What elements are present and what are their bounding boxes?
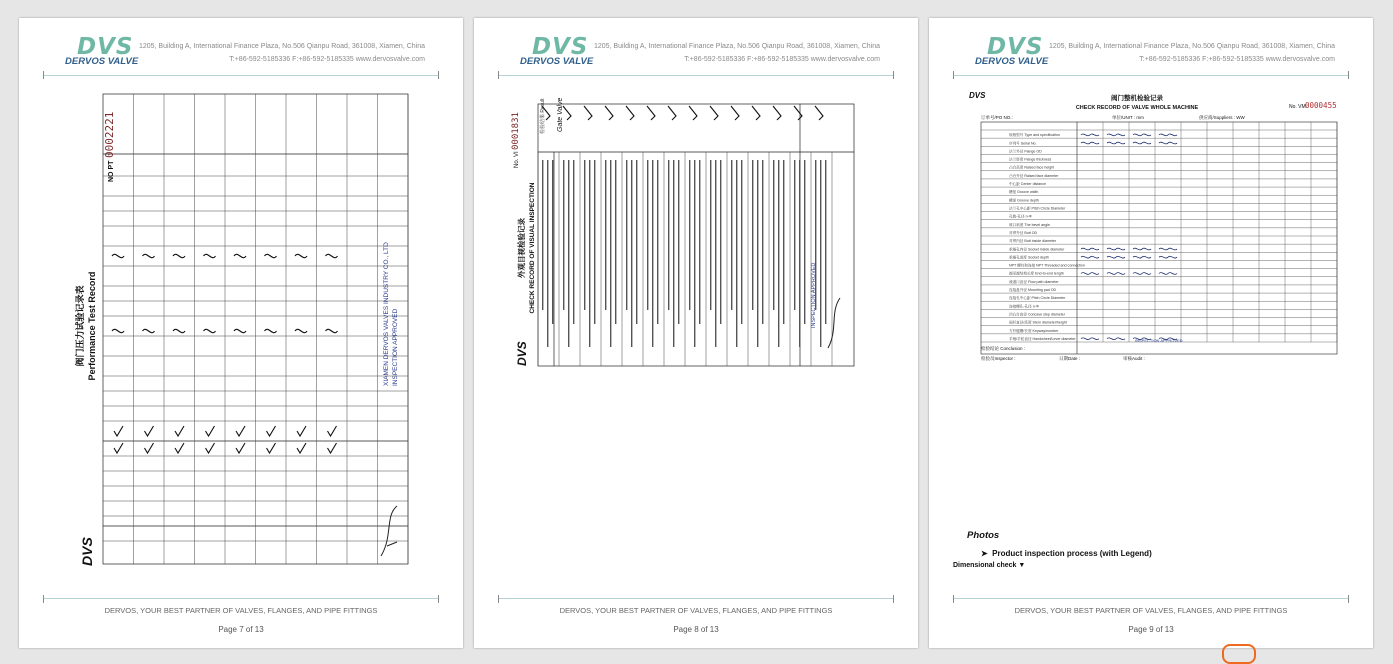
valve-whole-machine-record-scan [967,90,1342,362]
company-address [1049,40,1335,66]
printed-text-line [741,160,742,324]
printed-text-line [715,160,716,347]
dvs-scan-logo: DVS [969,91,986,100]
record-no: 0000455 [1305,101,1337,110]
crop-mark [893,71,894,79]
crop-mark [438,71,439,79]
logo-text: DERVOS VALVE [520,56,594,67]
record-no: 0001831 [511,112,521,150]
printed-text-line [573,160,574,324]
arrow-bullet-icon: ➤ [981,549,993,558]
result-label: 检验结果 Result [540,98,546,134]
header-divider [953,75,1349,76]
printed-text-line [589,160,590,347]
spec-row-label: 连接盘外径 Mounting pad OD [1009,288,1057,293]
crop-mark [498,71,499,79]
printed-text-line [752,160,753,310]
spec-row-label: 坡口斜度 The bevel angle [1009,222,1050,227]
logo-mark: DVS [987,34,1044,60]
footer-slogan: DERVOS, YOUR BEST PARTNER OF VALVES, FLANGES, AND PIPE FITTINGS [1014,606,1288,615]
printed-text-line [552,160,553,324]
printed-text-line [610,160,611,347]
printed-text-line [605,160,606,310]
crop-mark [43,71,44,79]
spec-row-label: 手柄/手轮直径 Handwheel/Lever diameter [1009,336,1076,341]
dervos-logo [518,34,602,70]
printed-text-line [547,160,548,347]
header-divider [498,75,894,76]
spec-row-label: 流道口直径 Flow path diameter [1009,279,1059,284]
spec-row-label: 端至端结构长度 End-to-end length [1009,271,1064,276]
printed-text-line [563,160,564,310]
company-address [139,40,425,66]
scan-title-cn: 阀门整机检验记录 [1111,95,1163,102]
spec-row-label: 序列号 Serial No. [1009,141,1037,146]
audit-label: 审核Audit : [1123,356,1145,361]
inspection-stamp: INSPECTION APPROVED [811,262,817,328]
printed-text-line [778,160,779,347]
printed-text-line [731,160,732,310]
supplier-label: 供应商/Suppliers : WW [1199,115,1245,120]
printed-text-line [762,160,763,324]
scan-title-cn: 外观目视检验记录 [517,218,526,278]
address-line-2: T:+86-592-5185336 F:+86-592-5185335 www.dervosvalve.com [1139,56,1335,63]
footer-slogan: DERVOS, YOUR BEST PARTNER OF VALVES, FLANGES, AND PIPE FITTINGS [559,606,833,615]
inspection-stamp: INSPECTION APPROVED [392,308,399,386]
logo-mark: DVS [532,34,589,60]
printed-text-line [568,160,569,347]
conclusion-label: 检验结论 Conclusion : [981,346,1026,351]
dvs-scan-logo [515,341,529,366]
printed-text-line [710,160,711,310]
printed-text-line [652,160,653,347]
crop-mark [1348,595,1349,603]
printed-text-line [678,160,679,324]
record-no-label: NO PT [108,160,115,182]
dervos-logo [973,34,1057,70]
address-line-1: 1205, Building A, International Finance Plaza, No.506 Qianpu Road, 361008, Xiamen, China [138,43,425,50]
crop-mark [43,595,44,603]
printed-text-line [820,160,821,347]
crop-mark [1348,71,1349,79]
printed-text-line [657,160,658,324]
address-line-1: 1205, Building A, International Finance Plaza, No.506 Qianpu Road, 361008, Xiamen, China [593,43,880,50]
logo-mark: DVS [77,34,134,60]
spec-row-label: 规格型号 Type and specification [1009,133,1060,138]
scan-title-en: CHECK RECORD OF VISUAL INSPECTION [529,182,536,314]
spec-row-label: 中心距 Center distance [1009,182,1046,187]
printed-text-line [631,160,632,347]
crop-mark [953,71,954,79]
spec-row-label: 连接螺孔-孔径 n-Φ [1009,304,1039,309]
document-page-9 [929,18,1373,648]
printed-text-line [689,160,690,310]
crop-mark [438,595,439,603]
spec-row-label: 对焊内径 Butt inside diameter [1009,239,1057,244]
printed-text-line [783,160,784,324]
printed-text-line [794,160,795,310]
printed-text-line [694,160,695,347]
spec-row-label: 槽深 Groove depth [1009,198,1039,203]
photos-heading: Photos [967,530,1000,541]
document-page-7 [19,18,463,648]
inspector-label: 检验员Inspector : [981,356,1016,361]
logo-text: DERVOS VALVE [65,56,139,67]
svg-text:DVS: DVS [79,537,95,566]
printed-text-line [799,160,800,347]
company-stamp: XIAMEN DERVOS VALVES INDUSTRY CO., LTD [383,242,390,386]
crop-mark [893,595,894,603]
printed-text-line [825,160,826,324]
spec-row-label: 凹凸台直径 Concave step diameter [1009,312,1065,317]
dimensional-check-label: Dimensional check ▼ [953,562,1026,569]
spec-row-label: 对焊外径 Butt OD [1009,230,1038,235]
record-no-label: No. VI [514,151,520,168]
dvs-scan-logo [79,537,95,566]
footer-divider [43,598,439,599]
printed-text-line [542,160,543,310]
footer-divider [498,598,894,599]
record-no-label: No. VM [1289,104,1306,110]
page-number: Page 9 of 13 [1128,625,1174,634]
visual-inspection-record-scan [510,98,860,370]
address-line-2: T:+86-592-5185336 F:+86-592-5185335 www.dervosvalve.com [684,56,880,63]
spec-row-label: 方杆键槽/长度 Keyway/number [1009,328,1059,333]
logo-text: DERVOS VALVE [975,56,1049,67]
dervos-logo [63,34,147,70]
printed-text-line [773,160,774,310]
printed-text-line [804,160,805,324]
printed-text-line [699,160,700,324]
valve-type-handwritten: Gate Valve [557,98,564,132]
printed-text-line [736,160,737,347]
record-no: 0002221 [103,111,116,158]
printed-text-line [668,160,669,310]
svg-text:DVS: DVS [515,341,529,366]
printed-text-line [720,160,721,324]
spec-row-label: 法兰孔中心距 Pitch Circle Diameter [1009,206,1066,211]
unit-label: 单位/UNIT : mm [1112,115,1144,120]
po-label: 订单号/PO NO.: [981,115,1013,120]
spec-row-label: 阀杆直径/高度 Stem diameter/height [1009,320,1067,325]
scan-title-en: CHECK RECORD OF VALVE WHOLE MACHINE [1075,105,1199,111]
header-divider [43,75,439,76]
printed-text-line [584,160,585,310]
printed-text-line [647,160,648,310]
spec-row-label: 槽宽 Groove width [1009,190,1039,195]
crop-mark [498,595,499,603]
inspection-stamp: INSPECTION APPROVED [1135,338,1183,343]
annotation-mark [1222,644,1256,664]
performance-test-record-scan [63,86,418,571]
spec-row-label: 承插孔深度 Socket depth [1009,255,1049,260]
printed-text-line [615,160,616,324]
spec-row-label: 承插孔内径 Socket inside diameter [1009,247,1065,252]
crop-mark [953,595,954,603]
address-line-2: T:+86-592-5185336 F:+86-592-5185335 www.dervosvalve.com [229,56,425,63]
spec-row-label: 孔数-孔径 n-Φ [1009,214,1032,219]
page-number: Page 7 of 13 [218,625,264,634]
spec-row-label: 连接孔中心距 Pitch Circle Diameter [1009,296,1066,301]
document-page-8 [474,18,918,648]
footer-divider [953,598,1349,599]
spec-row-label: 凸台高度 Raised face height [1009,165,1055,170]
printed-text-line [636,160,637,324]
address-line-1: 1205, Building A, International Finance Plaza, No.506 Qianpu Road, 361008, Xiamen, China [1048,43,1335,50]
spec-row-label: NPT 螺纹和连接 NPT Threaded and connection [1009,263,1085,268]
company-address [594,40,880,66]
printed-text-line [594,160,595,324]
scan-title-en: Performance Test Record [87,271,97,381]
spec-row-label: 法兰厚度 Flange thickness [1009,157,1052,162]
date-label: 日期Date : [1059,356,1081,361]
spec-row-label: 法兰外径 Flange OD [1009,149,1042,154]
page-number: Page 8 of 13 [673,625,719,634]
footer-slogan: DERVOS, YOUR BEST PARTNER OF VALVES, FLANGES, AND PIPE FITTINGS [104,606,378,615]
photos-bullet-text: Product inspection process (with Legend) [992,549,1152,558]
scan-title-cn: 阀门压力试验记录表 [75,285,85,367]
spec-row-label: 凸台外径 Raised face diameter [1009,173,1059,178]
photos-bullet [981,549,1152,558]
printed-text-line [673,160,674,347]
printed-text-line [757,160,758,347]
printed-text-line [626,160,627,310]
